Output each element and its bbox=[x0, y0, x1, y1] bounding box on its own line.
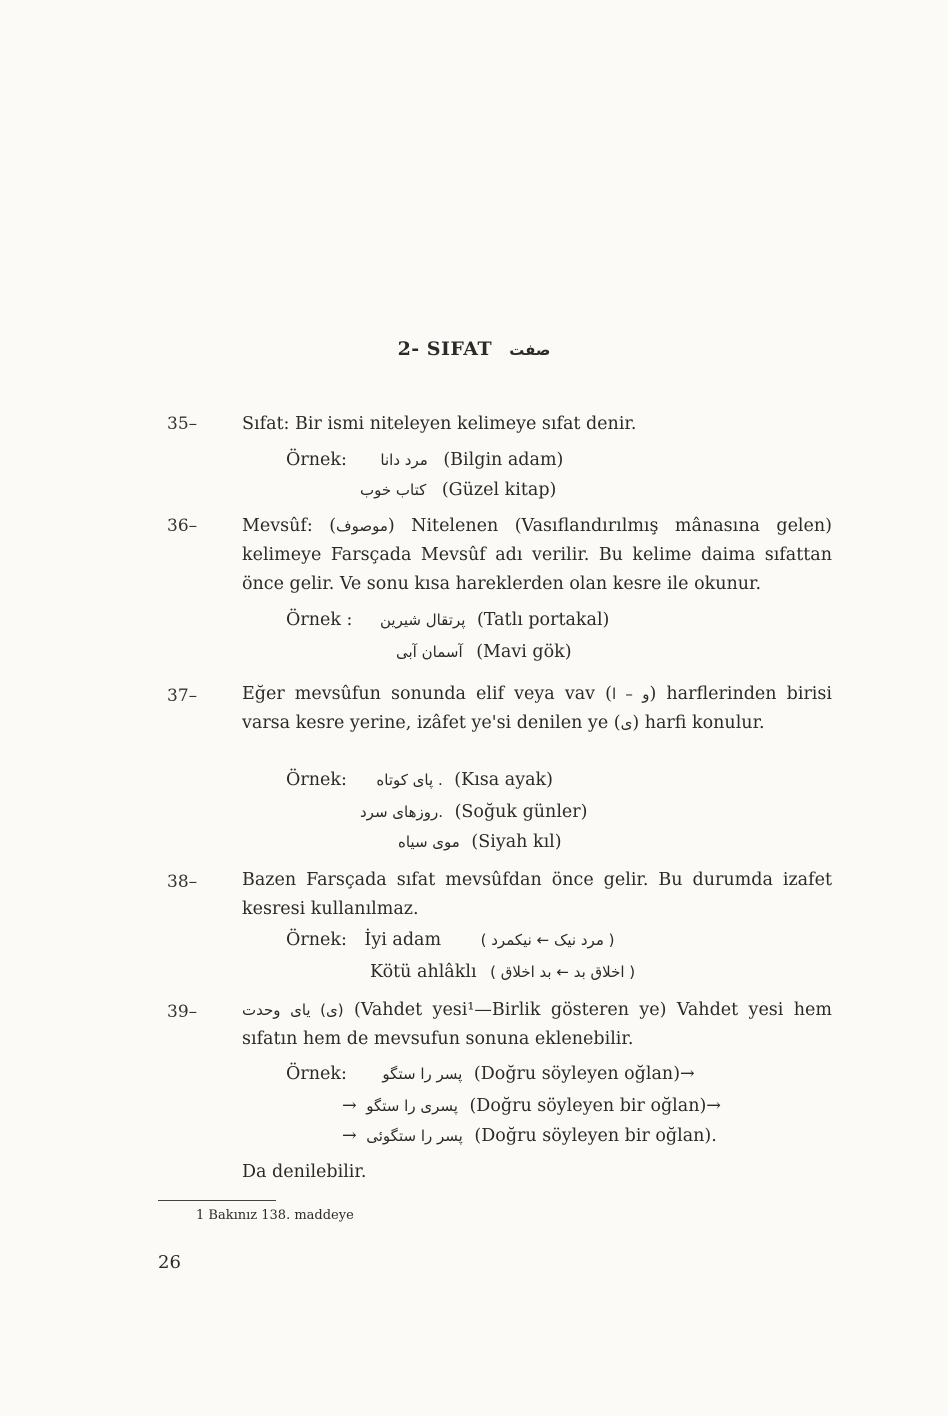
title-arabic: صفت bbox=[509, 341, 551, 359]
example-line bbox=[286, 450, 563, 470]
example-arabic: ( مرد نیک ← نیکمرد ) bbox=[480, 931, 615, 949]
item-text: (ى) یای وحدت (Vahdet yesi¹—Birlik gösteren ye) Vahdet yesi hem sıfatın hem de mevsufun sonuna eklenebilir. bbox=[242, 1000, 832, 1049]
example-label: Örnek: bbox=[286, 1064, 347, 1084]
footnote-divider bbox=[158, 1200, 276, 1201]
example-translation: (Siyah kıl) bbox=[471, 832, 562, 852]
page-number: 26 bbox=[158, 1252, 181, 1273]
example-line bbox=[360, 802, 587, 822]
example-translation: (Mavi gök) bbox=[476, 642, 572, 662]
example-line bbox=[286, 1064, 695, 1084]
item-text: Bazen Farsçada sıfat mevsûfdan önce gelir. Bu durumda izafet kesresi kullanılmaz. bbox=[242, 870, 832, 919]
example-arabic: پرتقال شيرين bbox=[379, 611, 466, 629]
example-arabic: مرد دانا bbox=[380, 451, 428, 469]
example-label: Örnek: bbox=[286, 930, 347, 950]
example-line bbox=[286, 930, 614, 950]
example-arabic: كتاب خوب bbox=[360, 481, 427, 499]
example-label: Örnek: bbox=[286, 450, 347, 470]
example-turkish: Kötü ahlâklı bbox=[370, 962, 477, 982]
example-line bbox=[342, 1126, 717, 1146]
item-number: 37– bbox=[167, 686, 198, 706]
footnote: 1 Bakınız 138. maddeye bbox=[196, 1208, 354, 1223]
arrow-icon: → bbox=[342, 1096, 357, 1116]
item-text: Eğer mevsûfun sonunda elif veya vav (و – ا) harflerinden birisi varsa kesre yerine, izâfet ye'si denilen ye (ى) harfi konulur. bbox=[242, 684, 832, 733]
example-line bbox=[342, 1096, 721, 1116]
inline-arabic: موصوف bbox=[336, 517, 388, 535]
example-line bbox=[370, 962, 635, 982]
closing-text: Da denilebilir. bbox=[242, 1162, 367, 1182]
example-arabic: پسر را ستگوئی bbox=[366, 1127, 463, 1145]
example-label: Örnek : bbox=[286, 610, 353, 630]
example-line bbox=[286, 610, 609, 630]
example-arabic: آسمان آبی bbox=[396, 643, 463, 661]
example-arabic: موی سیاه bbox=[398, 833, 460, 851]
inline-arabic: و – ا bbox=[611, 685, 650, 703]
example-arabic: .روزهای سرد bbox=[360, 803, 444, 821]
example-line bbox=[396, 642, 572, 662]
example-translation: (Doğru söyleyen bir oğlan)→ bbox=[469, 1096, 721, 1116]
item-number: 35– bbox=[167, 414, 198, 434]
example-translation: (Doğru söyleyen bir oğlan). bbox=[474, 1126, 717, 1146]
example-arabic: ( اخلاق بد ← بد اخلاق ) bbox=[490, 963, 636, 981]
example-line bbox=[398, 832, 562, 852]
example-translation: (Tatlı portakal) bbox=[476, 610, 610, 630]
example-turkish: İyi adam bbox=[364, 930, 442, 950]
inline-arabic: (ى) یای وحدت bbox=[242, 1001, 344, 1019]
example-label: Örnek: bbox=[286, 770, 347, 790]
example-line bbox=[286, 770, 553, 790]
item-number: 36– bbox=[167, 516, 198, 536]
example-translation: (Güzel kitap) bbox=[441, 480, 557, 500]
section-title bbox=[0, 338, 948, 360]
example-translation: (Doğru söyleyen oğlan)→ bbox=[473, 1064, 695, 1084]
title-text: 2- SIFAT bbox=[397, 338, 493, 360]
item-text: Mevsûf: (موصوف) Nitelenen (Vasıflandırılmış mânasına gelen) kelimeye Farsçada Mevsûf adı verilir. Bu kelime daima sıfattan önce gelir. Ve sonu kısa hareklerden olan kesre ile okunur. bbox=[242, 516, 832, 594]
example-arabic: پسر را ستگو bbox=[382, 1065, 463, 1083]
example-translation: (Bilgin adam) bbox=[443, 450, 564, 470]
example-arabic: . پای کوتاه bbox=[376, 771, 443, 789]
item-text: Sıfat: Bir ismi niteleyen kelimeye sıfat denir. bbox=[242, 414, 637, 434]
example-arabic: پسری را ستگو bbox=[366, 1097, 458, 1115]
example-translation: (Soğuk günler) bbox=[454, 802, 588, 822]
example-line bbox=[360, 480, 556, 500]
arrow-icon: → bbox=[342, 1126, 357, 1146]
inline-arabic: ى bbox=[620, 714, 633, 732]
item-number: 38– bbox=[167, 872, 198, 892]
item-number: 39– bbox=[167, 1002, 198, 1022]
example-translation: (Kısa ayak) bbox=[454, 770, 553, 790]
